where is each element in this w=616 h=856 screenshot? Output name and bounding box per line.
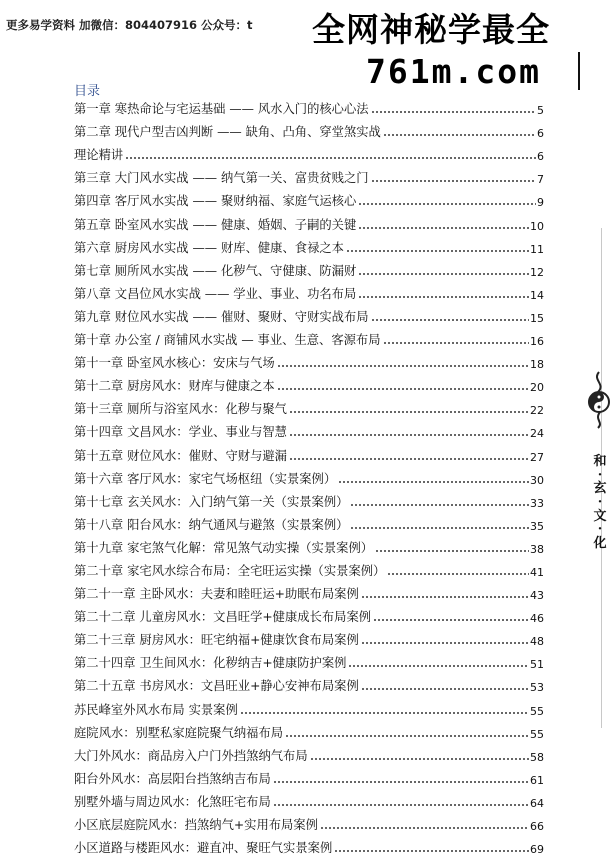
toc-entry[interactable] (74, 348, 544, 371)
yin-yang-brush-icon (584, 370, 614, 430)
toc-entry-title: 第十四章 文昌风水：学业、事业与智慧 (74, 425, 287, 440)
toc-entry[interactable] (74, 117, 544, 140)
toc-entry-title: 第十章 办公室 / 商铺风水实战 — 事业、生意、客源布局 (74, 333, 381, 348)
toc-leader-dots (125, 148, 536, 160)
toc-entry-title: 第九章 财位风水实战 —— 催财、聚财、守财实战布局 (74, 309, 369, 324)
watermark-url: 761m.com (366, 52, 541, 91)
toc-page-number: 18 (530, 358, 544, 372)
toc-entry[interactable] (74, 440, 544, 463)
toc-entry-title: 第二十四章 卫生间风水：化秽纳吉+健康防护案例 (74, 656, 347, 671)
toc-entry[interactable] (74, 233, 544, 256)
toc-entry[interactable] (74, 556, 544, 579)
table-of-contents (74, 94, 544, 856)
toc-entry-title: 别墅外墙与周边风水：化煞旺宅布局 (74, 794, 271, 809)
toc-page-number: 27 (530, 450, 544, 464)
toc-leader-dots (387, 564, 529, 576)
toc-leader-dots (361, 587, 529, 599)
toc-entry-title: 庭院风水：别墅私家庭院聚气纳福布局 (74, 725, 284, 740)
toc-entry-title: 小区底层庭院风水：挡煞纳气+实用布局案例 (74, 818, 318, 832)
toc-entry-title: 第二十一章 主卧风水：夫妻和睦旺运+助眠布局案例 (74, 587, 359, 602)
toc-entry[interactable] (74, 671, 544, 694)
toc-leader-dots (358, 287, 529, 299)
toc-page-number: 6 (537, 150, 544, 164)
toc-entry-title: 第五章 卧室风水实战 —— 健康、婚姻、子嗣的关键 (74, 217, 357, 232)
toc-page-number: 66 (530, 820, 544, 833)
toc-entry[interactable] (74, 487, 544, 510)
toc-leader-dots (273, 772, 529, 784)
toc-entry-title: 第二章 现代户型吉凶判断 —— 缺角、凸角、穿堂煞实战 (74, 125, 381, 140)
toc-entry-title: 阳台外风水：高层阳台挡煞纳吉布局 (74, 771, 271, 786)
toc-entry-title: 第十五章 财位风水：催财、守财与避漏 (74, 448, 287, 463)
brand-char: 和 (593, 454, 607, 469)
toc-page-number: 16 (530, 335, 544, 349)
toc-page-number: 58 (530, 750, 544, 764)
toc-entry-title: 第十八章 阳台风水：纳气通风与避煞（实景案例） (74, 517, 349, 532)
toc-entry[interactable] (74, 694, 544, 717)
toc-page-number: 55 (530, 704, 544, 718)
toc-page-number: 55 (530, 727, 544, 741)
toc-entry-title: 理论精讲 (74, 148, 124, 163)
toc-leader-dots (289, 449, 529, 461)
toc-entry[interactable] (74, 718, 544, 741)
toc-leader-dots (361, 633, 529, 645)
toc-page-number: 48 (530, 635, 544, 649)
toc-entry-title: 第十二章 厨房风水：财库与健康之本 (74, 379, 275, 394)
brand-char: 玄 (593, 481, 607, 497)
toc-page-number: 15 (530, 311, 544, 325)
toc-entry[interactable] (74, 510, 544, 533)
toc-page-number: 69 (530, 843, 544, 856)
toc-leader-dots (361, 679, 529, 691)
toc-entry[interactable] (74, 279, 544, 302)
brand-char: 文 (593, 508, 607, 524)
watermark-divider (578, 52, 580, 90)
toc-leader-dots (358, 218, 529, 230)
toc-entry-title: 第二十二章 儿童房风水：文昌旺学+健康成长布局案例 (74, 610, 372, 625)
toc-leader-dots (383, 333, 529, 345)
toc-entry-title: 大门外风水：商品房入户门外挡煞纳气布局 (74, 748, 308, 763)
toc-entry-title: 第四章 客厅风水实战 —— 聚财纳福、家庭气运核心 (74, 194, 357, 209)
toc-leader-dots (358, 194, 536, 206)
toc-leader-dots (348, 656, 529, 668)
toc-leader-dots (277, 379, 529, 391)
toc-leader-dots (240, 703, 529, 715)
toc-entry[interactable] (74, 741, 544, 764)
toc-entry[interactable] (74, 186, 544, 209)
toc-entry-title: 第十一章 卧室风水核心：安床与气场 (74, 356, 275, 371)
watermark-title: 全网神秘学最全 (312, 10, 550, 49)
toc-page-number: 22 (530, 404, 544, 418)
toc-page-number: 51 (530, 658, 544, 672)
brand-char: 化 (593, 535, 607, 551)
toc-entry-title: 第六章 厨房风水实战 —— 财库、健康、食禄之本 (74, 240, 344, 255)
toc-page-number: 38 (530, 542, 544, 556)
toc-entry[interactable] (74, 140, 544, 163)
toc-leader-dots (383, 125, 536, 137)
toc-page-number: 7 (537, 173, 544, 187)
toc-entry[interactable] (74, 209, 544, 232)
toc-page-number: 30 (530, 473, 544, 487)
toc-page-number: 9 (537, 196, 544, 210)
brand-char: · (597, 522, 603, 538)
toc-entry[interactable] (74, 625, 544, 648)
toc-leader-dots (375, 541, 529, 553)
toc-page-number: 6 (537, 127, 544, 141)
toc-page-number: 53 (530, 681, 544, 695)
toc-leader-dots (273, 795, 529, 807)
toc-entry-title: 第二十五章 书房风水：文昌旺业+静心安神布局案例 (74, 679, 359, 694)
toc-entry[interactable] (74, 602, 544, 625)
toc-entry[interactable] (74, 394, 544, 417)
toc-page-number: 10 (530, 219, 544, 233)
toc-entry-title: 第十六章 客厅风水：家宅气场枢纽（实景案例） (74, 471, 337, 486)
toc-page-number: 5 (537, 104, 544, 118)
toc-entry[interactable] (74, 833, 544, 856)
toc-entry[interactable] (74, 302, 544, 325)
toc-page-number: 46 (530, 612, 544, 626)
toc-entry[interactable] (74, 94, 544, 117)
toc-leader-dots (289, 425, 529, 437)
toc-leader-dots (350, 518, 529, 530)
toc-leader-dots (338, 472, 529, 484)
toc-leader-dots (346, 241, 529, 253)
toc-page-number: 64 (530, 796, 544, 810)
brand-char: · (597, 494, 603, 510)
toc-entry[interactable] (74, 417, 544, 440)
brand-vertical-text (591, 455, 609, 550)
brand-char: · (597, 467, 603, 483)
toc-leader-dots (277, 356, 529, 368)
toc-leader-dots (320, 818, 529, 830)
toc-page-number: 61 (530, 773, 544, 787)
toc-leader-dots (373, 610, 529, 622)
toc-entry[interactable] (74, 464, 544, 487)
toc-entry[interactable] (74, 764, 544, 787)
toc-leader-dots (358, 264, 529, 276)
toc-entry-title: 第十三章 厕所与浴室风水：化秽与聚气 (74, 402, 287, 417)
toc-entry[interactable] (74, 163, 544, 186)
contact-info-line: 更多易学资料 加微信：804407916 公众号：t (6, 18, 253, 32)
toc-entry-title: 第二十三章 厨房风水：旺宅纳福+健康饮食布局案例 (74, 633, 359, 648)
toc-entry-title: 苏民峰室外风水布局 实景案例 (74, 702, 238, 717)
toc-entry-title: 第八章 文昌位风水实战 —— 学业、事业、功名布局 (74, 286, 357, 301)
toc-entry[interactable] (74, 325, 544, 348)
toc-leader-dots (289, 402, 529, 414)
toc-entry[interactable] (74, 579, 544, 602)
toc-entry-title: 第二十章 家宅风水综合布局：全宅旺运实操（实景案例） (74, 563, 386, 578)
toc-page-number: 33 (530, 496, 544, 510)
toc-page-number: 35 (530, 519, 544, 533)
toc-heading: 目录 (74, 84, 101, 99)
toc-page-number: 24 (530, 427, 544, 441)
toc-page-number: 11 (530, 242, 544, 256)
toc-page-number: 12 (530, 265, 544, 279)
toc-leader-dots (371, 310, 529, 322)
toc-page-number: 14 (530, 288, 544, 302)
toc-page-number: 43 (530, 589, 544, 603)
toc-leader-dots (350, 495, 529, 507)
toc-entry[interactable] (74, 533, 544, 556)
toc-leader-dots (334, 841, 529, 853)
toc-leader-dots (371, 102, 536, 114)
toc-entry-title: 第一章 寒热命论与宅运基础 —— 风水入门的核心心法 (74, 102, 369, 117)
toc-entry-title: 小区道路与楼距风水：避直冲、聚旺气实景案例 (74, 841, 333, 856)
toc-leader-dots (285, 726, 529, 738)
toc-entry-title: 第十九章 家宅煞气化解：常见煞气动实操（实景案例） (74, 540, 374, 555)
toc-page-number: 41 (530, 565, 544, 579)
toc-entry[interactable] (74, 648, 544, 671)
toc-entry-title: 第七章 厕所风水实战 —— 化秽气、守健康、防漏财 (74, 263, 357, 278)
toc-entry-title: 第三章 大门风水实战 —— 纳气第一关、富贵贫贱之门 (74, 171, 369, 186)
toc-entry[interactable] (74, 810, 544, 833)
toc-entry[interactable] (74, 787, 544, 810)
toc-leader-dots (371, 171, 536, 183)
toc-entry[interactable] (74, 371, 544, 394)
toc-entry[interactable] (74, 256, 544, 279)
toc-page-number: 20 (530, 381, 544, 395)
toc-leader-dots (310, 749, 529, 761)
toc-entry-title: 第十七章 玄关风水：入门纳气第一关（实景案例） (74, 494, 349, 509)
